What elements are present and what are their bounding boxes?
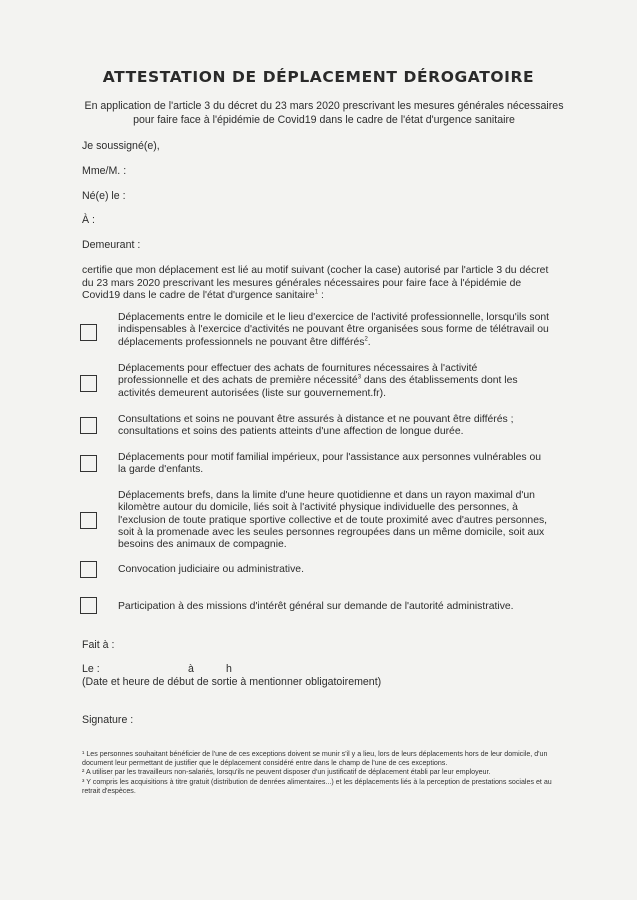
soussigne-label: Je soussigné(e), (82, 140, 160, 152)
checkbox-general-interest[interactable] (80, 597, 97, 614)
option-professional-label: Déplacements entre le domicile et le lieu d'exercice de l'activité professionnelle, lorsqu'ils sont indispensables à l'exercice d'activités ne pouvant être organisées sous forme de télétravail ou déplacements professionnels ne pouvant être différés (118, 312, 550, 348)
address-field-label: Demeurant : (82, 239, 141, 251)
birthplace-field-label: À : (82, 214, 95, 226)
option-exercise-text: Déplacements brefs, dans la limite d'une heure quotidienne et dans un rayon maximal d'un kilomètre autour du domicile, liés soit à l'activité physique individuelle des personnes, à l'exclusion de toute pratique sportive collective et de toute proximité avec d'autres personnes, soit à la promenade avec les seules personnes regroupées dans un même domicile, soit aux besoins des animaux de compagnie. (118, 490, 548, 551)
certify-suffix: : (318, 290, 324, 301)
footnote-1: ¹ Les personnes souhaitant bénéficier de l'une de ces exceptions doivent se munir s'il y a lieu, lors de leurs déplacements hors de leur domicile, d'un document leur permettant de justifier que le déplacement considéré entre dans le champ de l'une de ces exceptions. (82, 750, 548, 768)
certify-text: certifie que mon déplacement est lié au motif suivant (cocher la case) autorisé par l'article 3 du décret du 23 mars 2020 prescrivant les mesures générales nécessaires pour faire face à l'épidémie de Covid19 dans le cadre de l'état d'urgence sanitaire (82, 265, 549, 301)
option-general-interest-text: Participation à des missions d'intérêt général sur demande de l'autorité administrative. (118, 601, 514, 612)
le-label: Le : (82, 663, 100, 675)
option-family-text: Déplacements pour motif familial impérieux, pour l'assistance aux personnes vulnérables ou la garde d'enfants. (118, 452, 542, 476)
option-purchases-label: Déplacements pour effectuer des achats de fournitures nécessaires à l'activité professionnelle et des achats de première nécessité (118, 363, 478, 387)
option-purchases-text (118, 363, 550, 400)
certify-footnote-ref: 1 (314, 289, 319, 296)
option-professional-text (118, 312, 550, 349)
date-time-line (82, 663, 562, 689)
option-professional-footnote-ref: 2 (364, 336, 368, 343)
intro-paragraph: En application de l'article 3 du décret du 23 mars 2020 prescrivant les mesures générales nécessaires pour faire face à l'épidémie de Covid19 dans le cadre de l'état d'urgence sanitaire (84, 100, 564, 126)
signature-label: Signature : (82, 714, 134, 726)
footnote-2: ² A utiliser par les travailleurs non-salariés, lorsqu'ils ne peuvent disposer d'un justificatif de déplacement établi par leur employeur. (82, 768, 491, 777)
certify-paragraph (82, 265, 552, 303)
checkbox-family[interactable] (80, 455, 97, 472)
a-label: à (188, 663, 194, 675)
checkbox-exercise[interactable] (80, 512, 97, 529)
h-label: h (226, 663, 232, 675)
option-professional-after: . (367, 336, 371, 348)
name-field-label: Mme/M. : (82, 165, 127, 177)
option-judicial-text: Convocation judiciaire ou administrative. (118, 564, 304, 575)
option-health-text: Consultations et soins ne pouvant être assurés à distance et ne pouvant être différés ; consultations et soins des patients atteints d'une affection de longue durée. (118, 414, 514, 438)
option-purchases-footnote-ref: 3 (357, 374, 362, 381)
option-purchases-after: dans des établissements dont les activités demeurent autorisées (liste sur gouvernement.fr). (118, 375, 518, 399)
birthdate-field-label: Né(e) le : (82, 190, 126, 202)
document-title: ATTESTATION DE DÉPLACEMENT DÉROGATOIRE (102, 68, 535, 86)
checkbox-health[interactable] (80, 417, 97, 434)
footnote-3: ³ Y compris les acquisitions à titre gratuit (distribution de denrées alimentaires...) et les déplacements liés à la perception de prestations sociales et au retrait d'espèces. (82, 777, 552, 795)
footnotes (82, 750, 552, 796)
checkbox-professional[interactable] (80, 324, 97, 341)
date-note: (Date et heure de début de sortie à mentionner obligatoirement) (82, 676, 382, 688)
fait-a-label: Fait à : (82, 639, 115, 651)
checkbox-judicial[interactable] (80, 561, 97, 578)
checkbox-purchases[interactable] (80, 375, 97, 392)
